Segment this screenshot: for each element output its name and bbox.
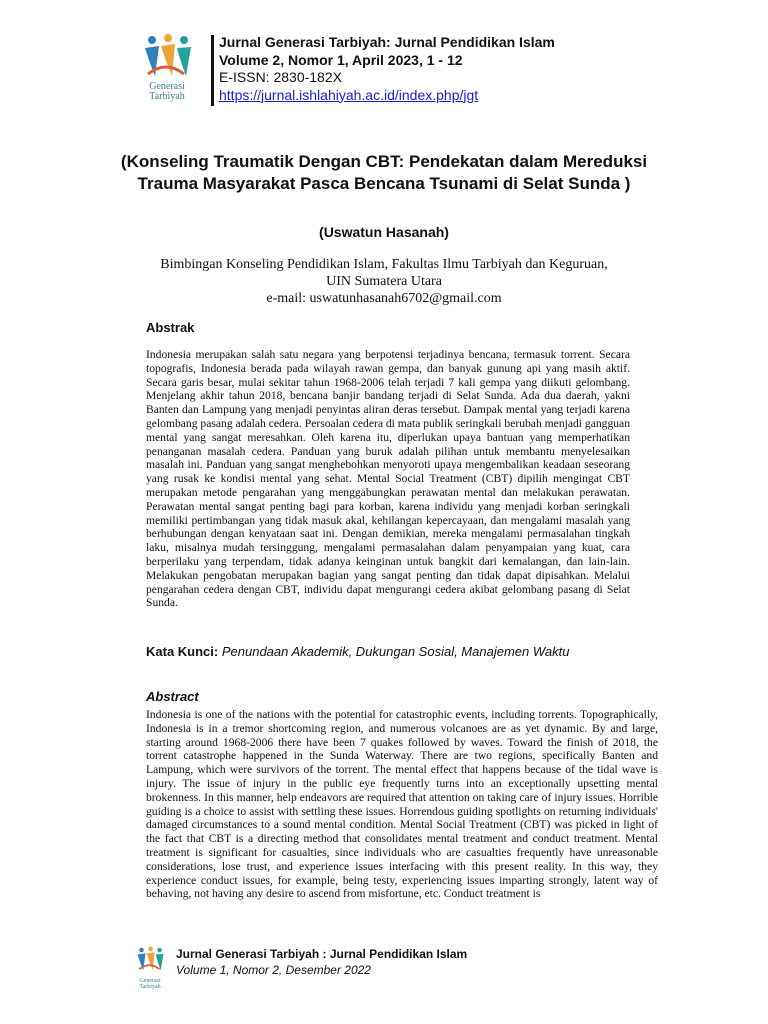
journal-url-link[interactable]: https://jurnal.ishlahiyah.ac.id/index.php/jgt bbox=[219, 86, 479, 103]
footer-people-figures-icon bbox=[128, 942, 172, 976]
keywords bbox=[146, 644, 569, 659]
footer-volume: Volume 1, Nomor 2, Desember 2022 bbox=[176, 963, 371, 977]
logo-line-1: Generasi bbox=[149, 81, 185, 92]
affiliation-line-1: Bimbingan Konseling Pendidikan Islam, Fakultas Ilmu Tarbiyah dan Keguruan, bbox=[160, 257, 608, 272]
people-figures-icon bbox=[128, 30, 206, 82]
paper-title: (Konseling Traumatik Dengan CBT: Pendekatan dalam Mereduksi Trauma Masyarakat Pasca Bencana Tsunami di Selat Sunda ) bbox=[120, 152, 648, 193]
abstrak-text: Indonesia merupakan salah satu negara yang berpotensi terjadinya bencana, termasuk torrent. Secara topografis, Indonesia berada pada wilayah rawan gempa, dan banyak gunung api yang masih aktif. Secara garis besar, mulai sekitar tahun 1968-2006 telah terjadi 7 kali gempa yang diikuti gelombang. Menjelang akhir tahun 2018, bencana banjir bandang terjadi di Selat Sunda. Ada dua daerah, yakni Banten dan Lampung yang menjadi penyintas aliran deras tersebut. Dampak mental yang terjadi karena gelombang pasang adalah cedera. Persoalan cedera di mata publik seringkali berubah menjadi gangguan mental yang sangat meresahkan. Oleh karena itu, diperlukan upaya bantuan yang memperhatikan penanganan masalah cedera. Panduan yang buruk adalah pilihan untuk membantu menyelesaikan masalah ini. Panduan yang sangat menghebohkan menyoroti upaya mengembalikan keadaan seseorang yang rusak ke kondisi mental yang sehat. Mental Social Treatment (CBT) dipilih mengingat CBT merupakan metode pengarahan yang menggabungkan perawatan mental dan melakukan perawatan. Perawatan mental sangat penting bagi para korban, karena individu yang menjadi korban seringkali memiliki pertimbangan yang tidak masuk akal, kehilangan kepercayaan, dan mengalami masalah yang berhubungan dengan kenyataan saat ini. Dengan demikian, mereka mengalami permasalahan tingkah laku, misalnya mudah tersinggung, mengalami permasalahan dalam penyampaian yang kuat, cara berperilaku yang terpendam, tidak adanya keinginan untuk bangkit dari kemalangan, dan lain-lain. Melakukan pengobatan merupakan bagian yang sangat penting dan tidak dapat dipisahkan. Melalui pengarahan cedera dengan CBT, individu dapat mengurangi cedera akibat gelombang pasang di Selat Sunda. bbox=[146, 348, 630, 610]
journal-issn: E-ISSN: 2830-182X bbox=[219, 69, 342, 85]
keywords-value: Penundaan Akademik, Dukungan Sosial, Manajemen Waktu bbox=[221, 644, 570, 659]
footer-journal-title: Jurnal Generasi Tarbiyah : Jurnal Pendidikan Islam bbox=[176, 947, 468, 961]
abstract-text: Indonesia is one of the nations with the potential for catastrophic events, including torrents. Topographically, Indonesia is in a tremor shortcoming region, and numerous volcanoes are as yet dynamic. By and large, starting around 1968-2006 there have been 7 quakes followed by waves. Toward the finish of 2018, the torrent catastrophe happened in the Sunda Waterway. There are two regions, specifically Banten and Lampung, which were survivors of the torrent. The mental effect that happens because of the tidal wave is injury. The issue of injury in the public eye frequently turns into an exceptionally upsetting mental brokenness. In this manner, help endeavors are required that attention on taking care of injury issues. Horrible guiding is a choice to assist with settling these issues. Horrendous guiding spotlights on returning individuals' damaged circumstances to a sound mental condition. Mental Social Treatment (CBT) was picked in light of the fact that CBT is a directing method that consolidates mental treatment and conduct treatment. Mental treatment is significant for casualties, since individuals who are casualties frequently have unreasonable considerations, lose trust, and experience issues interfacing with this present reality. In this way, they experience conduct issues, for example, being testy, experiencing issues imparting strongly, latent way of behaving, not having any desire to ascend from misfortune, etc. Conduct treatment is bbox=[146, 708, 658, 901]
journal-volume: Volume 2, Nomor 1, April 2023, 1 - 12 bbox=[219, 51, 463, 68]
journal-header bbox=[219, 34, 555, 104]
footer-logo bbox=[128, 942, 172, 994]
keywords-label: Kata Kunci: bbox=[146, 644, 219, 659]
journal-title: Jurnal Generasi Tarbiyah: Jurnal Pendidikan Islam bbox=[219, 34, 555, 50]
logo-line-2: Tarbiyah bbox=[149, 91, 185, 102]
footer-logo-line-2: Tarbiyah bbox=[139, 984, 161, 990]
header-divider bbox=[211, 35, 214, 106]
journal-logo bbox=[128, 30, 206, 110]
author-affiliation bbox=[120, 256, 648, 307]
affiliation-line-2: UIN Sumatera Utara bbox=[326, 274, 442, 289]
footer-logo-line-1: Generasi bbox=[139, 978, 161, 984]
abstrak-heading: Abstrak bbox=[146, 320, 195, 335]
author-email: e-mail: uswatunhasanah6702@gmail.com bbox=[266, 291, 502, 306]
paper-author: (Uswatun Hasanah) bbox=[319, 224, 449, 240]
abstract-heading: Abstract bbox=[146, 689, 199, 704]
